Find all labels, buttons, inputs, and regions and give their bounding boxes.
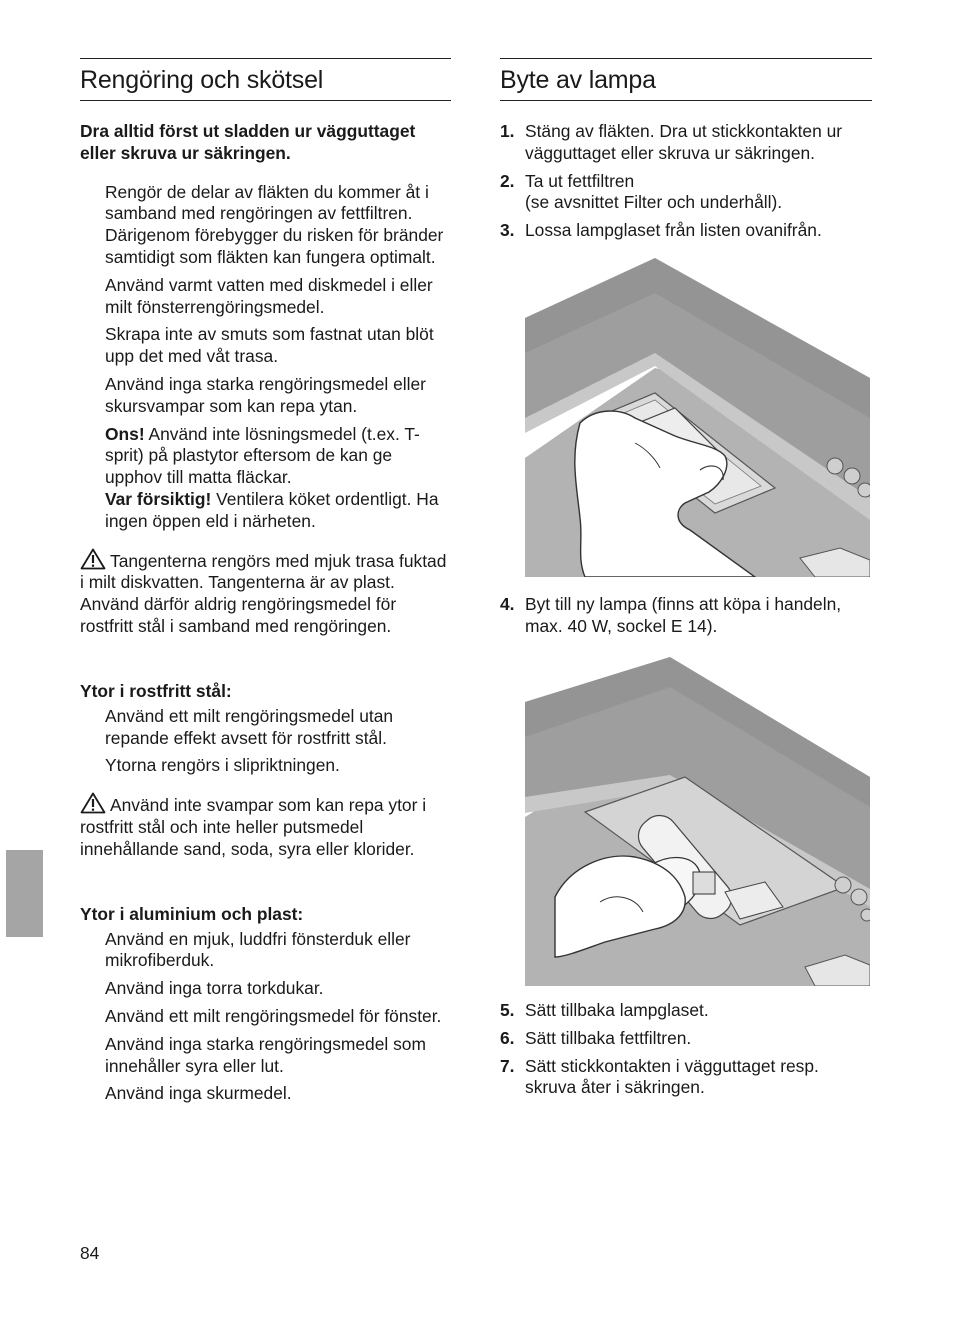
language-side-tab [6, 850, 43, 937]
step-number: 6. [500, 1027, 515, 1048]
step-text-secondary: (se avsnittet Filter och underhåll). [525, 192, 783, 213]
page-number: 84 [80, 1243, 100, 1263]
warning-text-steel: Använd inte svampar som kan repa ytor i rostfritt stål och inte heller putsmedel innehållande sand, soda, syra eller klorider. [80, 795, 427, 859]
steel-item-1: Använd ett milt rengöringsmedel utan repande effekt avsett för rostfritt stål. [105, 705, 394, 748]
step-text: Sätt tillbaka lampglaset. [525, 1000, 709, 1020]
step-number: 5. [500, 1000, 515, 1020]
step-4-block [500, 594, 872, 638]
step-text: Sätt stickkontakten i vägguttaget resp. skruva åter i säkringen. [525, 1055, 819, 1098]
paragraph-2: Använd varmt vatten med diskmedel i eller milt fönsterrengöringsmedel. [105, 274, 433, 317]
ons-label: Ons! [105, 423, 145, 444]
steps-5-7-block [500, 1000, 872, 1099]
subheading-steel: Ytor i rostfritt stål: [80, 680, 232, 701]
care-text: Ventilera köket ordentligt. Ha ingen öppen eld i närheten. [105, 488, 439, 531]
section-heading-lamp: Byte av lampa [500, 58, 872, 101]
warning-paragraph-keys [80, 548, 451, 638]
paragraph-3: Skrapa inte av smuts som fastnat utan blöt upp det med våt trasa. [105, 324, 434, 367]
cleaning-paragraphs [80, 182, 451, 533]
steps-list-second [500, 594, 872, 638]
step-text: Lossa lampglaset från listen ovanifrån. [525, 220, 822, 241]
steel-items [80, 706, 451, 777]
left-column [80, 58, 451, 1105]
step-6 [500, 1028, 872, 1050]
care-label: Var försiktig! [105, 488, 212, 509]
step-2 [500, 171, 872, 215]
step-7 [500, 1056, 872, 1100]
paragraph-ons [105, 424, 451, 489]
paragraph-1: Rengör de delar av fläkten du kommer åt i samband med rengöringen av fettfiltren. Därigenom förebygger du risken för bränder samtidigt som fläkten kan fungera optimalt. [105, 181, 444, 267]
steps-list-first [500, 121, 872, 242]
section-heading-cleaning: Rengöring och skötsel [80, 58, 451, 101]
step-5 [500, 1000, 872, 1022]
alu-item-4: Använd inga starka rengöringsmedel som innehåller syra eller lut. [105, 1033, 426, 1076]
aluminium-items [80, 929, 451, 1106]
step-4 [500, 594, 872, 638]
illustration-replace-lamp [525, 657, 870, 986]
warning-text-keys: Tangenterna rengörs med mjuk trasa fuktad i milt diskvatten. Tangenterna är av plast. Använd därför aldrig rengöringsmedel för rostfritt stål i samband med rengöringen. [80, 550, 447, 636]
paragraph-care [105, 489, 451, 533]
right-column [500, 58, 872, 242]
alu-item-3: Använd ett milt rengöringsmedel för fönster. [105, 1005, 442, 1026]
step-number: 3. [500, 220, 515, 241]
step-number: 2. [500, 170, 515, 191]
steel-item-2: Ytorna rengörs i slipriktningen. [105, 755, 340, 776]
step-text: Ta ut fettfiltren [525, 170, 635, 191]
alu-item-1: Använd en mjuk, luddfri fönsterduk eller mikrofiberduk. [105, 928, 411, 971]
illustration-remove-lamp-glass [525, 258, 870, 577]
step-text: Sätt tillbaka fettfiltren. [525, 1027, 692, 1048]
step-number: 7. [500, 1055, 515, 1076]
steps-list-third [500, 1000, 872, 1099]
ons-text: Använd inte lösningsmedel (t.ex. T-sprit) på plastytor eftersom de kan ge upphov till matta fläckar. [105, 423, 420, 488]
subheading-aluminium: Ytor i aluminium och plast: [80, 903, 304, 924]
step-text: Byt till ny lampa (finns att köpa i handeln, max. 40 W, sockel E 14). [525, 594, 842, 636]
step-3 [500, 220, 872, 242]
alu-item-2: Använd inga torra torkdukar. [105, 978, 324, 999]
step-number: 4. [500, 594, 515, 614]
step-1 [500, 121, 872, 165]
step-number: 1. [500, 121, 515, 141]
paragraph-4: Använd inga starka rengöringsmedel eller skursvampar som kan repa ytan. [105, 373, 426, 416]
warning-paragraph-steel [80, 792, 451, 860]
intro-warning-text: Dra alltid först ut sladden ur vägguttaget eller skruva ur säkringen. [80, 121, 416, 163]
step-text: Stäng av fläkten. Dra ut stickkontakten ur vägguttaget eller skruva ur säkringen. [525, 121, 843, 163]
warning-icon [80, 548, 106, 570]
warning-icon [80, 792, 106, 814]
alu-item-5: Använd inga skurmedel. [105, 1083, 292, 1104]
